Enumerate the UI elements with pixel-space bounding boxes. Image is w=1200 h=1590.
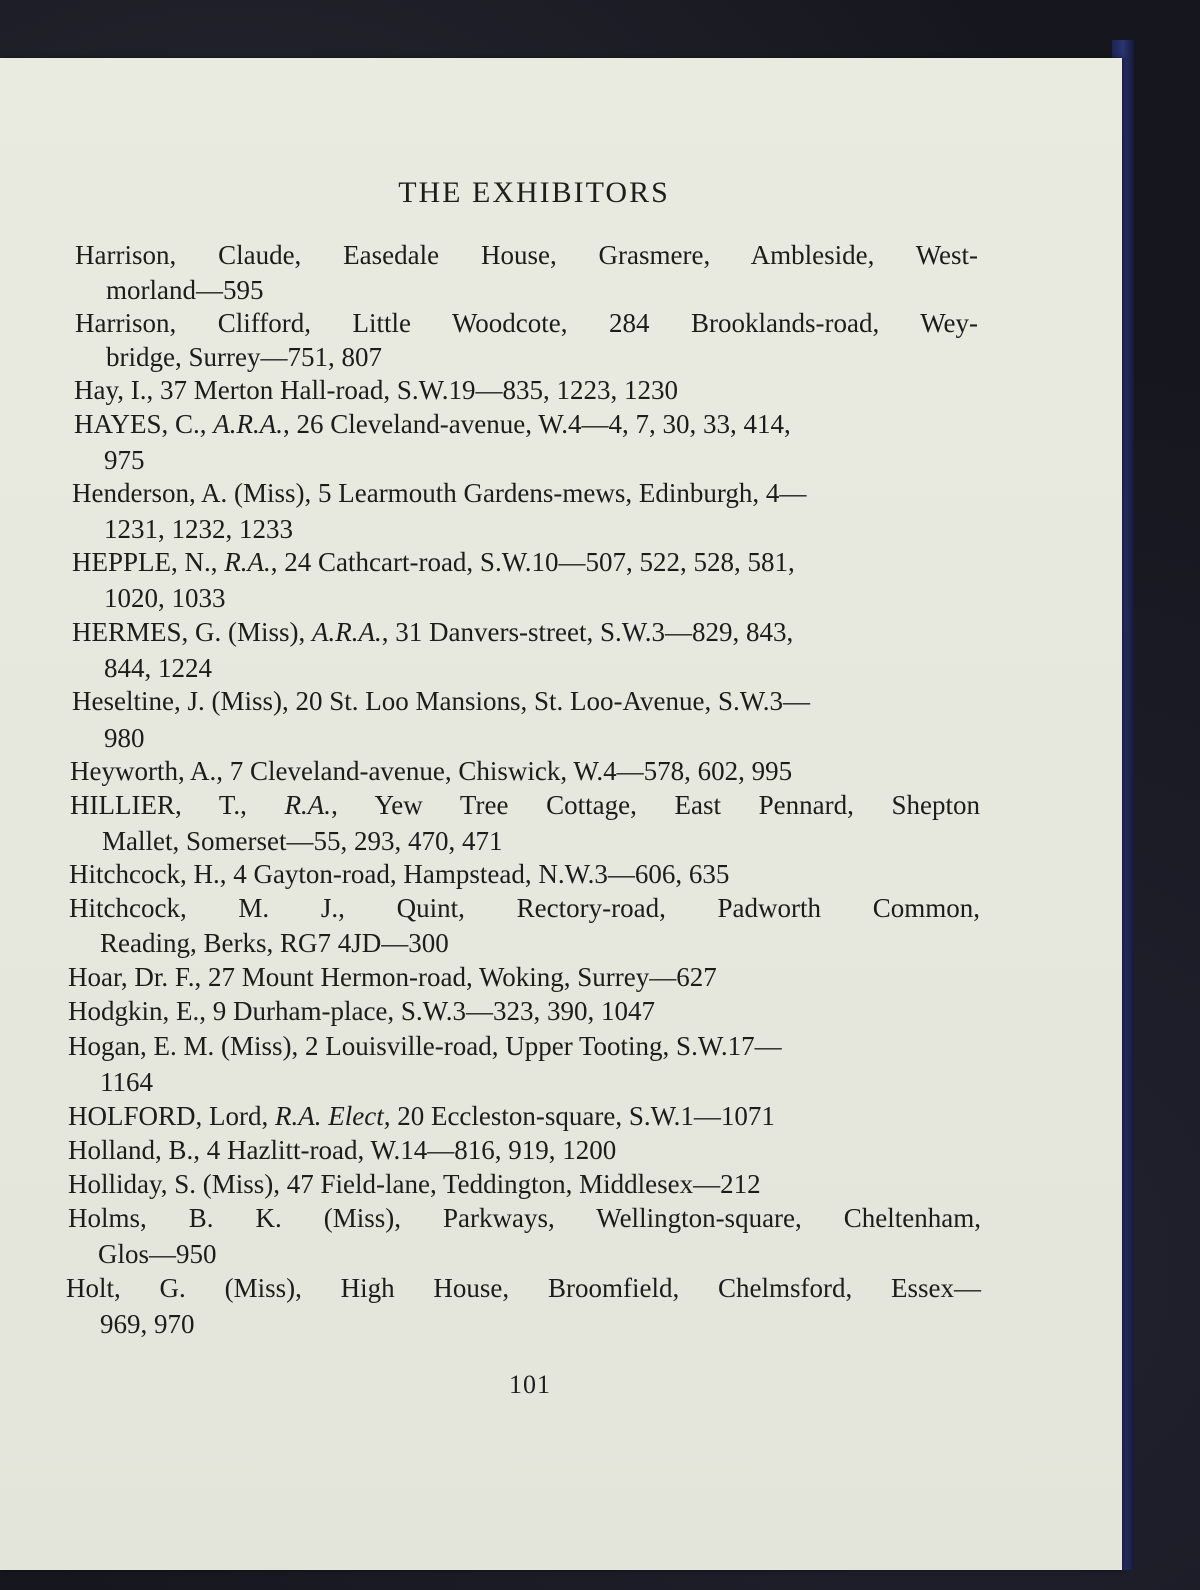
page-title: THE EXHIBITORS: [398, 176, 670, 209]
list-item: Hitchcock, H., 4 Gayton-road, Hampstead, N.W.3—606, 635: [69, 859, 730, 889]
exhibitor-title: R.A.: [224, 547, 271, 577]
list-item: HERMES, G. (Miss), A.R.A., 31 Danvers-street, S.W.3—829, 843,: [72, 617, 794, 647]
exhibitor-works: 835, 1223, 1230: [502, 375, 678, 405]
exhibitor-name: Holliday, S. (Miss),: [68, 1169, 281, 1199]
exhibitor-name: Henderson, A. (Miss),: [72, 478, 312, 508]
list-item: [68, 1202, 981, 1234]
list-item-continuation: [104, 513, 293, 545]
exhibitor-works: 4, 7, 30, 33, 414,: [608, 409, 791, 439]
list-item-continuation: bridge, Surrey—751, 807: [106, 342, 382, 372]
exhibitor-address: 7 Cleveland-avenue, Chiswick, W.4: [229, 756, 617, 786]
list-item: Holt, G. (Miss), High House, Broomfield, Chelmsford, Essex—: [66, 1273, 981, 1303]
exhibitor-name: HILLIER, T.,: [70, 790, 247, 820]
exhibitor-address: 24 Cathcart-road, S.W.10: [284, 547, 559, 577]
exhibitor-title: A.R.A.: [213, 409, 284, 439]
exhibitor-works: 975: [104, 445, 145, 475]
exhibitor-name: Heseltine, J. (Miss),: [72, 686, 289, 716]
exhibitor-works: 627: [676, 962, 717, 992]
exhibitor-works: 1164: [100, 1067, 153, 1097]
list-item: HILLIER, T., R.A., Yew Tree Cottage, East Pennard, Shepton: [70, 790, 981, 820]
list-item-continuation: [100, 1308, 195, 1340]
exhibitor-address: Reading, Berks, RG7 4JD: [100, 928, 382, 958]
exhibitor-name: Hogan, E. M. (Miss),: [68, 1031, 299, 1061]
exhibitor-works: 300: [408, 928, 449, 958]
list-item: Hay, I., 37 Merton Hall-road, S.W.19—835, 1223, 1230: [74, 375, 678, 405]
list-item: Heyworth, A., 7 Cleveland-avenue, Chiswick, W.4—578, 602, 995: [70, 756, 793, 786]
exhibitor-works: 829, 843,: [691, 617, 794, 647]
exhibitor-address: 26 Cleveland-avenue, W.4: [296, 409, 582, 439]
exhibitor-name: Hitchcock, H.,: [69, 859, 227, 889]
exhibitor-title: R.A. Elect,: [275, 1101, 391, 1131]
exhibitor-address: Yew Tree Cottage, East Pennard, Shepton: [374, 790, 981, 820]
book-page: [0, 58, 1122, 1570]
list-item-continuation: [104, 582, 226, 614]
list-item: Henderson, A. (Miss), 5 Learmouth Gardens-mews, Edinburgh, 4—: [72, 478, 807, 508]
exhibitor-address: Easedale House, Grasmere, Ambleside, West-: [343, 240, 979, 270]
exhibitor-name: HERMES, G. (Miss),: [72, 617, 306, 647]
exhibitor-title: A.R.A.: [312, 617, 382, 647]
exhibitor-name: Harrison, Claude,: [75, 240, 302, 270]
exhibitor-name: Hoar, Dr. F.,: [68, 962, 202, 992]
exhibitor-address: Glos: [98, 1239, 150, 1269]
exhibitor-address: bridge, Surrey: [106, 342, 261, 372]
exhibitor-address: 37 Merton Hall-road, S.W.19: [159, 375, 476, 405]
exhibitor-address: 2 Louisville-road, Upper Tooting, S.W.17: [305, 1031, 755, 1061]
exhibitor-address: 4 Gayton-road, Hampstead, N.W.3: [233, 859, 608, 889]
exhibitor-name: Holt, G. (Miss),: [66, 1273, 302, 1303]
list-item: Hodgkin, E., 9 Durham-place, S.W.3—323, 390, 1047: [68, 996, 655, 1026]
exhibitor-name: Heyworth, A.,: [70, 756, 223, 786]
exhibitor-works: 980: [104, 723, 145, 753]
list-item: [75, 239, 978, 271]
exhibitor-address: 4 Hazlitt-road, W.14: [206, 1135, 428, 1165]
list-item-continuation: [100, 1066, 153, 1098]
exhibitor-name: Holms, B. K. (Miss),: [68, 1203, 402, 1233]
list-item-continuation: Reading, Berks, RG7 4JD—300: [100, 928, 449, 958]
exhibitor-works: 844, 1224: [104, 653, 212, 683]
page-number: 101: [509, 1370, 551, 1399]
exhibitor-works: 1020, 1033: [104, 583, 226, 613]
exhibitor-works: 950: [176, 1239, 217, 1269]
exhibitor-address: 27 Mount Hermon-road, Woking, Surrey: [208, 962, 650, 992]
exhibitor-address: Little Woodcote, 284 Brooklands-road, Wey-: [352, 308, 978, 338]
exhibitor-address: Parkways, Wellington-square, Cheltenham,: [443, 1203, 981, 1233]
list-item: HAYES, C., A.R.A., 26 Cleveland-avenue, W.4—4, 7, 30, 33, 414,: [74, 409, 791, 439]
list-item-continuation: Mallet, Somerset—55, 293, 470, 471: [102, 826, 503, 856]
list-item: [69, 892, 980, 924]
exhibitor-works: 507, 522, 528, 581,: [585, 547, 795, 577]
list-item: Hogan, E. M. (Miss), 2 Louisville-road, Upper Tooting, S.W.17—: [68, 1031, 782, 1061]
exhibitor-address: 20 St. Loo Mansions, St. Loo-Avenue, S.W.3: [295, 686, 783, 716]
exhibitor-name: Hodgkin, E.,: [68, 996, 206, 1026]
exhibitor-name: Holland, B.,: [68, 1135, 200, 1165]
exhibitor-works: 595: [222, 275, 264, 305]
exhibitor-address: Mallet, Somerset: [102, 826, 287, 856]
list-item: Holland, B., 4 Hazlitt-road, W.14—816, 919, 1200: [68, 1135, 617, 1165]
exhibitor-name: HAYES, C.,: [74, 409, 207, 439]
list-item: Hoar, Dr. F., 27 Mount Hermon-road, Woking, Surrey—627: [68, 962, 717, 992]
exhibitor-name: Harrison, Clifford,: [75, 308, 311, 338]
exhibitor-name: Hay, I.,: [74, 375, 154, 405]
list-item: HEPPLE, N., R.A., 24 Cathcart-road, S.W.10—507, 522, 528, 581,: [72, 547, 795, 577]
exhibitor-works: 969, 970: [100, 1309, 195, 1339]
exhibitor-works: 212: [720, 1169, 761, 1199]
list-item: HOLFORD, Lord, R.A. Elect, 20 Eccleston-square, S.W.1—1071: [68, 1101, 775, 1131]
exhibitor-address: High House, Broomfield, Chelmsford, Essex: [340, 1273, 954, 1303]
list-item-continuation: [104, 444, 145, 476]
exhibitor-address: 47 Field-lane, Teddington, Middlesex: [286, 1169, 694, 1199]
exhibitor-works: 816, 919, 1200: [454, 1135, 617, 1165]
exhibitor-address: 31 Danvers-street, S.W.3: [395, 617, 665, 647]
exhibitor-title: R.A.: [284, 790, 332, 820]
list-item: Holliday, S. (Miss), 47 Field-lane, Teddington, Middlesex—212: [68, 1169, 761, 1199]
exhibitor-address: Quint, Rectory-road, Padworth Common,: [396, 893, 981, 923]
exhibitor-address: 20 Eccleston-square, S.W.1: [397, 1101, 694, 1131]
exhibitor-works: 55, 293, 470, 471: [313, 826, 503, 856]
list-item: [75, 307, 978, 339]
list-item-continuation: [104, 722, 145, 754]
list-item: Heseltine, J. (Miss), 20 St. Loo Mansions, St. Loo-Avenue, S.W.3—: [72, 686, 810, 716]
list-item-continuation: [104, 652, 212, 684]
exhibitor-name: HOLFORD, Lord,: [68, 1101, 269, 1131]
list-item-continuation: morland—595: [106, 275, 264, 305]
exhibitor-name: Hitchcock, M. J.,: [69, 893, 345, 923]
exhibitor-works: 323, 390, 1047: [492, 996, 655, 1026]
exhibitor-works: 1231, 1232, 1233: [104, 514, 293, 544]
exhibitor-works: 578, 602, 995: [643, 756, 793, 786]
exhibitor-address: morland: [106, 275, 196, 305]
exhibitor-works: 1071: [720, 1101, 775, 1131]
exhibitor-address: 5 Learmouth Gardens-mews, Edinburgh, 4: [317, 478, 780, 508]
exhibitor-works: 751, 807: [287, 342, 382, 372]
exhibitor-name: HEPPLE, N.,: [72, 547, 218, 577]
list-item-continuation: Glos—950: [98, 1239, 217, 1269]
exhibitor-works: 606, 635: [634, 859, 730, 889]
exhibitor-list: [0, 58, 1122, 1570]
exhibitor-address: 9 Durham-place, S.W.3: [212, 996, 466, 1026]
